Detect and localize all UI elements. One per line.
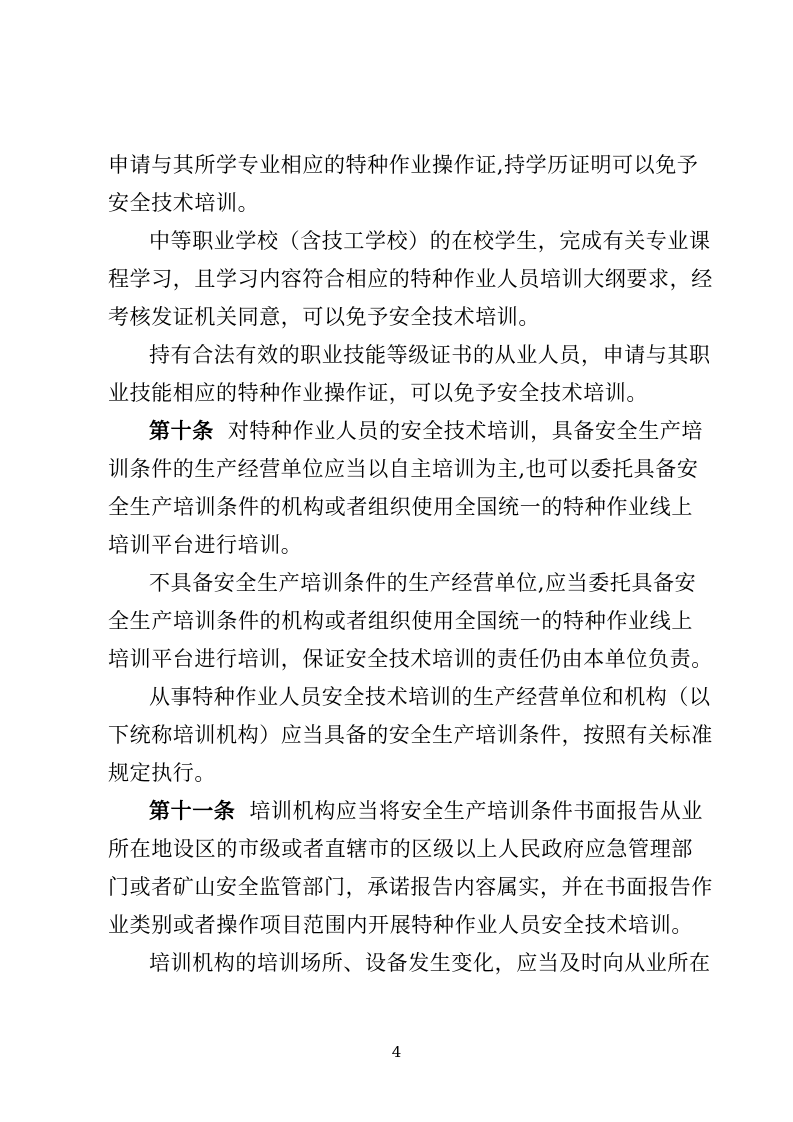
text-line: 所在地设区的市级或者直辖市的区级以上人民政府应急管理部: [108, 837, 693, 861]
text-line: 程学习，且学习内容符合相应的特种作业人员培训大纲要求，经: [108, 267, 713, 291]
article-11-heading: 第十一条: [149, 798, 236, 823]
text-line: 培训机构应当将安全生产培训条件书面报告从业: [249, 799, 704, 823]
article-10-first-line: [149, 416, 704, 446]
text-line: 考核发证机关同意，可以免予安全技术培训。: [108, 305, 540, 329]
text-line: 下统称培训机构）应当具备的安全生产培训条件，按照有关标准: [108, 723, 713, 747]
text-line: 申请与其所学专业相应的特种作业操作证,持学历证明可以免予: [108, 153, 699, 177]
text-line: 门或者矿山安全监管部门，承诺报告内容属实，并在书面报告作: [108, 875, 713, 899]
text-line: 全生产培训条件的机构或者组织使用全国统一的特种作业线上: [108, 495, 693, 519]
article-10-heading: 第十条: [149, 418, 214, 443]
text-line: 安全技术培训。: [108, 191, 260, 215]
text-line: 全生产培训条件的机构或者组织使用全国统一的特种作业线上: [108, 609, 693, 633]
text-line: 中等职业学校（含技工学校）的在校学生，完成有关专业课: [149, 229, 711, 253]
text-line: 业技能相应的特种作业操作证，可以免予安全技术培训。: [108, 381, 648, 405]
text-line: 对特种作业人员的安全技术培训，具备安全生产培: [227, 419, 704, 443]
text-line: 从事特种作业人员安全技术培训的生产经营单位和机构（以: [149, 685, 711, 709]
article-11-first-line: [149, 796, 704, 826]
text-line: 培训平台进行培训，保证安全技术培训的责任仍由本单位负责。: [108, 647, 713, 671]
text-line: 不具备安全生产培训条件的生产经营单位,应当委托具备安: [149, 571, 697, 595]
text-line: 训条件的生产经营单位应当以自主培训为主,也可以委托具备安: [108, 457, 699, 481]
text-line: 规定执行。: [108, 761, 216, 785]
text-line: 培训平台进行培训。: [108, 533, 303, 557]
text-line: 持有合法有效的职业技能等级证书的从业人员，申请与其职: [149, 343, 711, 367]
text-line: 培训机构的培训场所、设备发生变化，应当及时向从业所在: [149, 951, 711, 975]
page-number: 4: [391, 1043, 402, 1061]
text-line: 业类别或者操作项目范围内开展特种作业人员安全技术培训。: [108, 913, 693, 937]
